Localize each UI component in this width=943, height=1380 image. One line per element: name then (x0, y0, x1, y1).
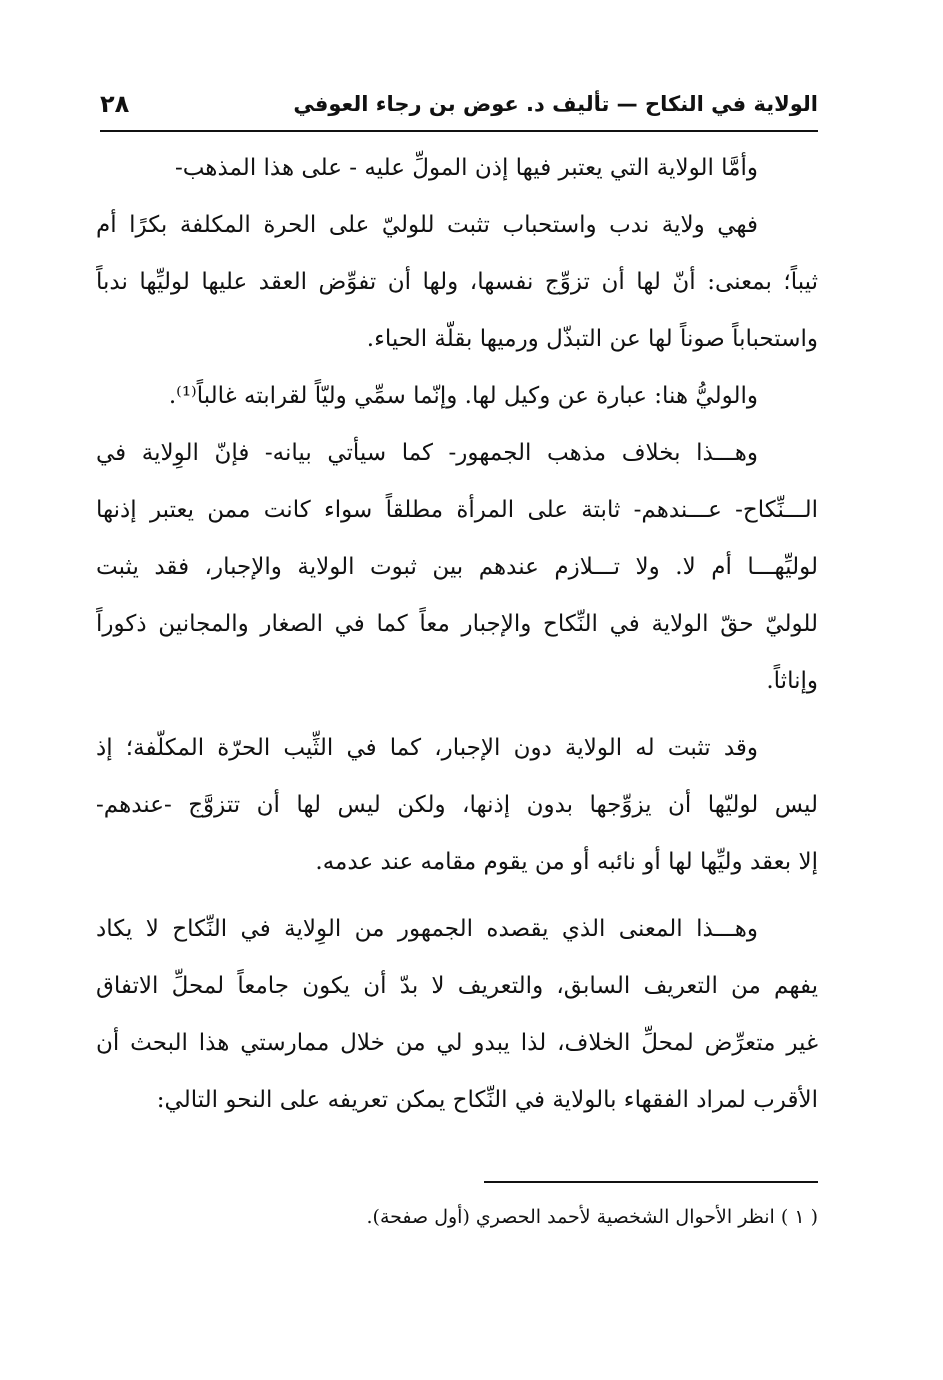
text-line: للوليّ حقّ الولاية في النِّكاح والإجبار معاً كما في الصغار والمجانين ذكوراً (96, 611, 818, 637)
text-line: إلا بعقد وليِّها لها أو نائبه أو من يقوم مقامه عند عدمه. (315, 849, 818, 875)
text-line: ليس لوليّها أن يزوِّجها بدون إذنها، ولكن ليس لها أن تتزوَّج -عندهم- (96, 792, 818, 818)
text-line: لوليِّهـــا أم لا. ولا تـــلازم عندهم بين ثبوت الولاية والإجبار، فقد يثبت (96, 554, 818, 580)
text-line: يفهم من التعريف السابق، والتعريف لا بدّ أن يكون جامعاً لمحلِّ الاتفاق (96, 973, 818, 999)
text-line: وهـــذا بخلاف مذهب الجمهور- كما سيأتي بيانه- فإنّ الوِلاية في (96, 440, 758, 466)
text-line: وإناثاً. (766, 668, 818, 694)
footnote-rule (484, 1181, 818, 1183)
page-number: ٢٨ (100, 90, 130, 118)
text-line: الأقرب لمراد الفقهاء بالولاية في النِّكاح يمكن تعريفه على النحو التالي: (156, 1087, 818, 1113)
paragraph-gap (96, 891, 818, 901)
body-text (96, 140, 818, 1129)
text-line: وهـــذا المعنى الذي يقصده الجمهور من الوِلاية في النِّكاح لا يكاد (96, 916, 758, 942)
text-line: فهي ولاية ندب واستحباب تثبت للوليّ على الحرة المكلفة بكرًا أم (96, 212, 758, 238)
header-rule (100, 130, 818, 132)
footnote: ( ١ ) انظر الأحوال الشخصية لأحمد الحصري (أول صفحة). (366, 1206, 818, 1228)
text-line: وأمَّا الولاية التي يعتبر فيها إذن المولِّ عليه - على هذا المذهب- (174, 155, 758, 181)
running-header (100, 84, 818, 124)
text-line: ثيباً؛ بمعنى: أنّ لها أن تزوِّج نفسها، ولها أن تفوِّض العقد عليها لوليِّها ندباً (96, 269, 818, 295)
text-line: وقد تثبت له الولاية دون الإجبار، كما في الثِّيب الحرّة المكلّفة؛ إذ (96, 735, 758, 761)
paragraph-gap (96, 710, 818, 720)
text-line: الـــنِّكاح- عـــندهم- ثابتة على المرأة مطلقاً سواء كانت ممن يعتبر إذنها (96, 497, 818, 523)
text-line: والوليُّ هنا: عبارة عن وكيل لها. وإنّما سمِّي وليّاً لقرابته غالباً⁽¹⁾. (168, 383, 758, 409)
text-line: واستحباباً صوناً لها عن التبذّل ورميها بقلّة الحياء. (366, 326, 818, 352)
header-title: الولاية في النكاح — تأليف د. عوض بن رجاء العوفي (293, 92, 818, 116)
text-line: غير متعرِّض لمحلِّ الخلاف، لذا يبدو لي من خلال ممارستي هذا البحث أن (96, 1030, 818, 1056)
